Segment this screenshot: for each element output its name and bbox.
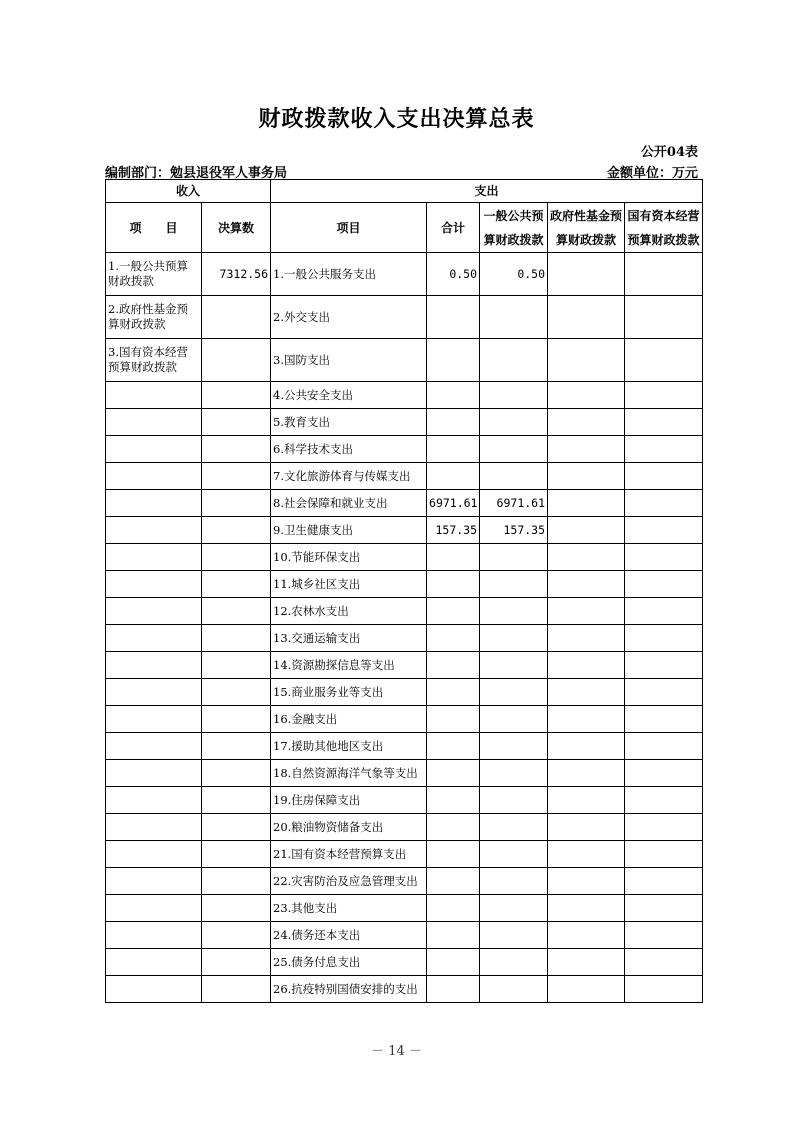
expense-gov-fund: [548, 571, 625, 598]
expense-gov-fund: [548, 409, 625, 436]
table-row: [106, 253, 703, 296]
income-item-label: [106, 490, 202, 517]
expense-state-capital: [625, 868, 703, 895]
income-amount: [202, 598, 271, 625]
expense-general-budget: 157.35: [480, 517, 548, 544]
income-item-label: [106, 652, 202, 679]
income-item-label: [106, 814, 202, 841]
expense-general-budget: [480, 949, 548, 976]
table-row: [106, 760, 703, 787]
expense-gov-fund: [548, 463, 625, 490]
expense-state-capital: [625, 625, 703, 652]
expense-item-label: 25.债务付息支出: [271, 949, 427, 976]
expense-total: [427, 598, 480, 625]
expense-gov-fund: [548, 706, 625, 733]
expense-gov-fund: [548, 868, 625, 895]
expense-gov-fund: [548, 814, 625, 841]
income-amount: [202, 652, 271, 679]
expense-state-capital: [625, 895, 703, 922]
expense-general-budget: [480, 679, 548, 706]
table-row: [106, 733, 703, 760]
income-item-label: [106, 679, 202, 706]
expense-gov-fund: [548, 296, 625, 339]
income-item-label: [106, 517, 202, 544]
income-item-label: [106, 463, 202, 490]
state-capital-header: 国有资本经营预算财政拨款: [625, 203, 703, 253]
expense-state-capital: [625, 922, 703, 949]
expense-gov-fund: [548, 976, 625, 1003]
income-item-label: [106, 787, 202, 814]
income-amount: [202, 949, 271, 976]
expense-gov-fund: [548, 625, 625, 652]
expense-total: [427, 841, 480, 868]
expense-state-capital: [625, 463, 703, 490]
income-amount: [202, 895, 271, 922]
expense-general-budget: [480, 436, 548, 463]
income-amount: [202, 490, 271, 517]
expense-state-capital: [625, 517, 703, 544]
income-amount-header: 决算数: [202, 203, 271, 253]
table-row: [106, 517, 703, 544]
expense-total: [427, 382, 480, 409]
expense-general-budget: [480, 814, 548, 841]
expense-item-label: 7.文化旅游体育与传媒支出: [271, 463, 427, 490]
income-amount: [202, 296, 271, 339]
expense-gov-fund: [548, 517, 625, 544]
income-header: 收入: [106, 180, 271, 203]
expense-gov-fund: [548, 490, 625, 517]
income-amount: [202, 409, 271, 436]
expense-item-label: 12.农林水支出: [271, 598, 427, 625]
table-row: [106, 409, 703, 436]
expense-item-label: 1.一般公共服务支出: [271, 253, 427, 296]
expense-state-capital: [625, 760, 703, 787]
expense-general-budget: [480, 339, 548, 382]
income-amount: [202, 436, 271, 463]
expense-item-label: 23.其他支出: [271, 895, 427, 922]
expense-general-budget: [480, 922, 548, 949]
expense-total: [427, 814, 480, 841]
expense-general-budget: [480, 598, 548, 625]
table-row: [106, 490, 703, 517]
expense-item-label: 4.公共安全支出: [271, 382, 427, 409]
expense-total: [427, 922, 480, 949]
expense-total: [427, 571, 480, 598]
table-row: [106, 922, 703, 949]
income-item-label: 3.国有资本经营预算财政拨款: [106, 339, 202, 382]
expense-total: [427, 760, 480, 787]
expense-state-capital: [625, 706, 703, 733]
expense-gov-fund: [548, 253, 625, 296]
income-item-label: [106, 409, 202, 436]
expense-total: 157.35: [427, 517, 480, 544]
table-row: [106, 382, 703, 409]
income-amount: [202, 382, 271, 409]
expense-item-label: 24.债务还本支出: [271, 922, 427, 949]
expense-state-capital: [625, 490, 703, 517]
expense-general-budget: [480, 544, 548, 571]
expense-item-label: 14.资源勘探信息等支出: [271, 652, 427, 679]
total-header: 合计: [427, 203, 480, 253]
income-item-label: [106, 922, 202, 949]
expense-gov-fund: [548, 598, 625, 625]
expense-total: [427, 706, 480, 733]
income-item-label: [106, 868, 202, 895]
table-row: [106, 598, 703, 625]
expense-total: [427, 868, 480, 895]
expense-state-capital: [625, 544, 703, 571]
income-item-label: [106, 949, 202, 976]
income-item-label: 1.一般公共预算财政拨款: [106, 253, 202, 296]
expense-total: [427, 296, 480, 339]
expense-item-label: 22.灾害防治及应急管理支出: [271, 868, 427, 895]
expense-item-label: 13.交通运输支出: [271, 625, 427, 652]
income-amount: [202, 571, 271, 598]
expense-item-label: 2.外交支出: [271, 296, 427, 339]
expense-total: [427, 787, 480, 814]
expense-total: 0.50: [427, 253, 480, 296]
general-budget-header: 一般公共预算财政拨款: [480, 203, 548, 253]
table-row: [106, 625, 703, 652]
income-amount: [202, 733, 271, 760]
expense-general-budget: [480, 895, 548, 922]
income-amount: [202, 679, 271, 706]
expense-general-budget: [480, 868, 548, 895]
income-amount: [202, 787, 271, 814]
table-row: [106, 814, 703, 841]
table-row: [106, 868, 703, 895]
expense-total: [427, 679, 480, 706]
expense-general-budget: [480, 652, 548, 679]
department-label: 编制部门：勉县退役军人事务局: [105, 166, 288, 181]
expense-item-label: 3.国防支出: [271, 339, 427, 382]
income-item-label: [106, 382, 202, 409]
expense-item-label: 15.商业服务业等支出: [271, 679, 427, 706]
expense-state-capital: [625, 949, 703, 976]
expense-gov-fund: [548, 339, 625, 382]
expense-general-budget: 0.50: [480, 253, 548, 296]
income-amount: [202, 814, 271, 841]
expense-gov-fund: [548, 787, 625, 814]
expense-state-capital: [625, 976, 703, 1003]
page-title: 财政拨款收入支出决算总表: [258, 106, 535, 132]
income-amount: [202, 625, 271, 652]
expense-general-budget: 6971.61: [480, 490, 548, 517]
expense-item-label: 20.粮油物资储备支出: [271, 814, 427, 841]
income-amount: [202, 517, 271, 544]
expense-gov-fund: [548, 652, 625, 679]
table-row: [106, 339, 703, 382]
budget-table: [105, 179, 703, 1003]
income-amount: [202, 706, 271, 733]
expense-gov-fund: [548, 436, 625, 463]
income-item-label: [106, 571, 202, 598]
table-row: [106, 706, 703, 733]
expense-gov-fund: [548, 895, 625, 922]
income-item-label: [106, 733, 202, 760]
expense-state-capital: [625, 436, 703, 463]
table-row: [106, 436, 703, 463]
expense-item-header: 项目: [271, 203, 427, 253]
expense-state-capital: [625, 787, 703, 814]
expense-gov-fund: [548, 841, 625, 868]
income-item-label: [106, 544, 202, 571]
table-row: [106, 296, 703, 339]
header-row-top: [106, 180, 703, 203]
income-amount: [202, 922, 271, 949]
expense-gov-fund: [548, 922, 625, 949]
income-item-label: [106, 598, 202, 625]
table-row: [106, 895, 703, 922]
expense-total: [427, 339, 480, 382]
expense-state-capital: [625, 571, 703, 598]
table-row: [106, 463, 703, 490]
expense-total: [427, 949, 480, 976]
expense-state-capital: [625, 679, 703, 706]
expense-item-label: 6.科学技术支出: [271, 436, 427, 463]
expense-state-capital: [625, 339, 703, 382]
table-row: [106, 976, 703, 1003]
expense-total: [427, 976, 480, 1003]
expense-general-budget: [480, 296, 548, 339]
expense-general-budget: [480, 733, 548, 760]
expense-gov-fund: [548, 679, 625, 706]
expense-gov-fund: [548, 382, 625, 409]
page-number: － 14 －: [371, 1044, 422, 1059]
income-amount: [202, 976, 271, 1003]
expense-item-label: 10.节能环保支出: [271, 544, 427, 571]
expense-general-budget: [480, 571, 548, 598]
expense-state-capital: [625, 841, 703, 868]
expense-general-budget: [480, 409, 548, 436]
expense-general-budget: [480, 787, 548, 814]
income-item-label: [106, 760, 202, 787]
expense-item-label: 19.住房保障支出: [271, 787, 427, 814]
table-row: [106, 544, 703, 571]
expense-general-budget: [480, 976, 548, 1003]
expense-gov-fund: [548, 733, 625, 760]
expense-state-capital: [625, 733, 703, 760]
expense-general-budget: [480, 463, 548, 490]
expense-state-capital: [625, 814, 703, 841]
table-row: [106, 841, 703, 868]
table-row: [106, 679, 703, 706]
income-amount: [202, 463, 271, 490]
income-amount: 7312.56: [202, 253, 271, 296]
table-row: [106, 652, 703, 679]
expense-total: [427, 625, 480, 652]
expense-total: [427, 733, 480, 760]
table-row: [106, 787, 703, 814]
income-amount: [202, 868, 271, 895]
expense-item-label: 9.卫生健康支出: [271, 517, 427, 544]
income-item-label: [106, 976, 202, 1003]
expense-item-label: 21.国有资本经营预算支出: [271, 841, 427, 868]
expense-item-label: 11.城乡社区支出: [271, 571, 427, 598]
expense-total: [427, 436, 480, 463]
expense-total: [427, 652, 480, 679]
expense-header: 支出: [271, 180, 703, 203]
table-row: [106, 949, 703, 976]
expense-item-label: 8.社会保障和就业支出: [271, 490, 427, 517]
income-item-label: [106, 706, 202, 733]
expense-state-capital: [625, 409, 703, 436]
income-item-label: [106, 895, 202, 922]
income-amount: [202, 544, 271, 571]
expense-state-capital: [625, 253, 703, 296]
expense-item-label: 18.自然资源海洋气象等支出: [271, 760, 427, 787]
expense-general-budget: [480, 706, 548, 733]
expense-item-label: 26.抗疫特别国债安排的支出: [271, 976, 427, 1003]
expense-state-capital: [625, 598, 703, 625]
income-item-label: [106, 436, 202, 463]
expense-total: [427, 544, 480, 571]
income-item-label: 2.政府性基金预算财政拨款: [106, 296, 202, 339]
expense-general-budget: [480, 625, 548, 652]
expense-gov-fund: [548, 544, 625, 571]
expense-total: [427, 463, 480, 490]
form-number: 公开04表: [640, 145, 698, 160]
income-item-label: [106, 625, 202, 652]
expense-general-budget: [480, 760, 548, 787]
income-item-header: 项 目: [106, 203, 202, 253]
income-item-label: [106, 841, 202, 868]
table-row: [106, 571, 703, 598]
expense-state-capital: [625, 382, 703, 409]
expense-state-capital: [625, 296, 703, 339]
expense-state-capital: [625, 652, 703, 679]
unit-label: 金额单位：万元: [606, 166, 698, 181]
gov-fund-header: 政府性基金预算财政拨款: [548, 203, 625, 253]
expense-total: [427, 895, 480, 922]
expense-item-label: 16.金融支出: [271, 706, 427, 733]
income-amount: [202, 760, 271, 787]
income-amount: [202, 841, 271, 868]
expense-gov-fund: [548, 949, 625, 976]
expense-total: 6971.61: [427, 490, 480, 517]
expense-general-budget: [480, 841, 548, 868]
header-row-columns: [106, 203, 703, 253]
income-amount: [202, 339, 271, 382]
expense-item-label: 17.援助其他地区支出: [271, 733, 427, 760]
expense-item-label: 5.教育支出: [271, 409, 427, 436]
expense-general-budget: [480, 382, 548, 409]
expense-total: [427, 409, 480, 436]
expense-gov-fund: [548, 760, 625, 787]
